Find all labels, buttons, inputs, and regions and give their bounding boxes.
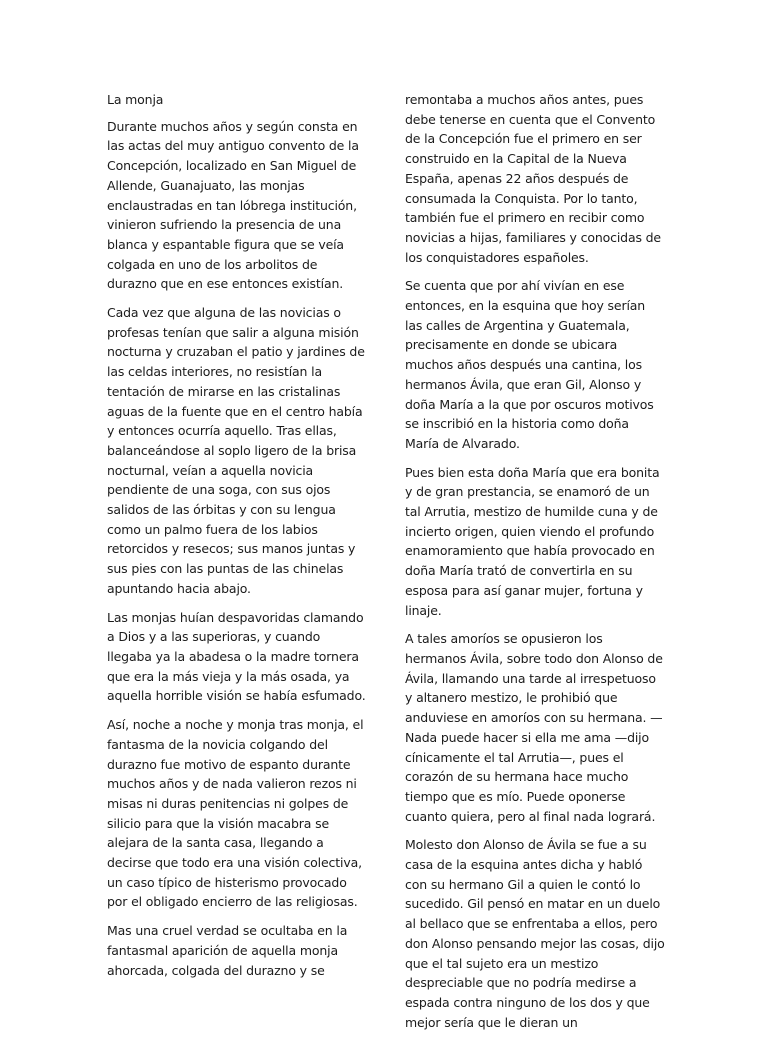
paragraph: A tales amoríos se opusieron los hermanos Ávila, sobre todo don Alonso de Ávila, llamando una tarde al irrespetuoso y altanero mestizo, le prohibió que anduviese en amoríos con su hermana. —Nada puede hacer si ella me ama —dijo cínicamente el tal Arrutia—, pues el corazón de su hermana hace mucho tiempo que es mío. Puede oponerse cuanto quiera, pero al final nada logrará. (405, 631, 663, 824)
paragraph: Cada vez que alguna de las novicias o profesas tenían que salir a alguna misión nocturna y cruzaban el patio y jardines de las celdas interiores, no resistían la tentación de mirarse en las cristalinas aguas de la fuente que en el centro había y entonces ocurría aquello. Tras ellas, balanceándose al soplo ligero de la brisa nocturnal, veían a aquella novicia pendiente de una soga, con sus ojos salidos de las órbitas y con su lengua como un palmo fuera de los labios retorcidos y resecos; sus manos juntas y sus pies con las puntas de las chinelas apuntando hacia abajo. (107, 305, 365, 596)
paragraph: remontaba a muchos años antes, pues debe tenerse en cuenta que el Convento de la Concepción fue el primero en ser construido en la Capital de la Nueva España, apenas 22 años después de consumada la Conquista. Por lo tanto, también fue el primero en recibir como novicias a hijas, familiares y conocidas de los conquistadores españoles. (405, 92, 661, 265)
paragraph: Se cuenta que por ahí vivían en ese entonces, en la esquina que hoy serían las calles de Argentina y Guatemala, precisamente en donde se ubicara muchos años después una cantina, los hermanos Ávila, que eran Gil, Alonso y doña María a la que por oscuros motivos se inscribió en la historia como doña María de Alvarado. (405, 278, 654, 451)
paragraph: Molesto don Alonso de Ávila se fue a su casa de la esquina antes dicha y habló con su hermano Gil a quien le contó lo sucedido. Gil pensó en matar en un duelo al bellaco que se enfrentaba a ellos, pero don Alonso pensando mejor las cosas, dijo que el tal sujeto era un mestizo despreciable que no podría medirse a espada contra ninguno de los dos y que mejor sería que le dieran un (405, 837, 665, 1030)
paragraph: Las monjas huían despavoridas clamando a Dios y a las superioras, y cuando llegaba ya la abadesa o la madre tornera que era la más vieja y la más osada, ya aquella horrible visión se había esfumado. (107, 609, 366, 704)
right-column (405, 90, 665, 1041)
paragraph: Pues bien esta doña María que era bonita y de gran prestancia, se enamoró de un tal Arrutia, mestizo de humilde cuna y de incierto origen, quien viendo el profundo enamoramiento que había provocado en doña María trató de convertirla en su esposa para así ganar mujer, fortuna y linaje. (405, 464, 660, 618)
document-title: La monja (107, 92, 164, 107)
paragraph: Durante muchos años y según consta en las actas del muy antiguo convento de la Concepción, localizado en San Miguel de Allende, Guanajuato, las monjas enclaustradas en tan lóbrega institución, vinieron sufriendo la presencia de una blanca y espantable figura que se veía colgada en uno de los arbolitos de durazno que en ese entonces existían. (107, 118, 359, 292)
left-column (107, 90, 367, 989)
paragraph: Así, noche a noche y monja tras monja, el fantasma de la novicia colgando del durazno fue motivo de espanto durante muchos años y de nada valieron rezos ni misas ni duras penitencias ni golpes de silicio para que la visión macabra se alejara de la santa casa, llegando a decirse que todo era una visión colectiva, un caso típico de histerismo provocado por el obligado encierro de las religiosas. (107, 717, 364, 910)
paragraph: Mas una cruel verdad se ocultaba en la fantasmal aparición de aquella monja ahorcada, colgada del durazno y se (107, 923, 348, 978)
